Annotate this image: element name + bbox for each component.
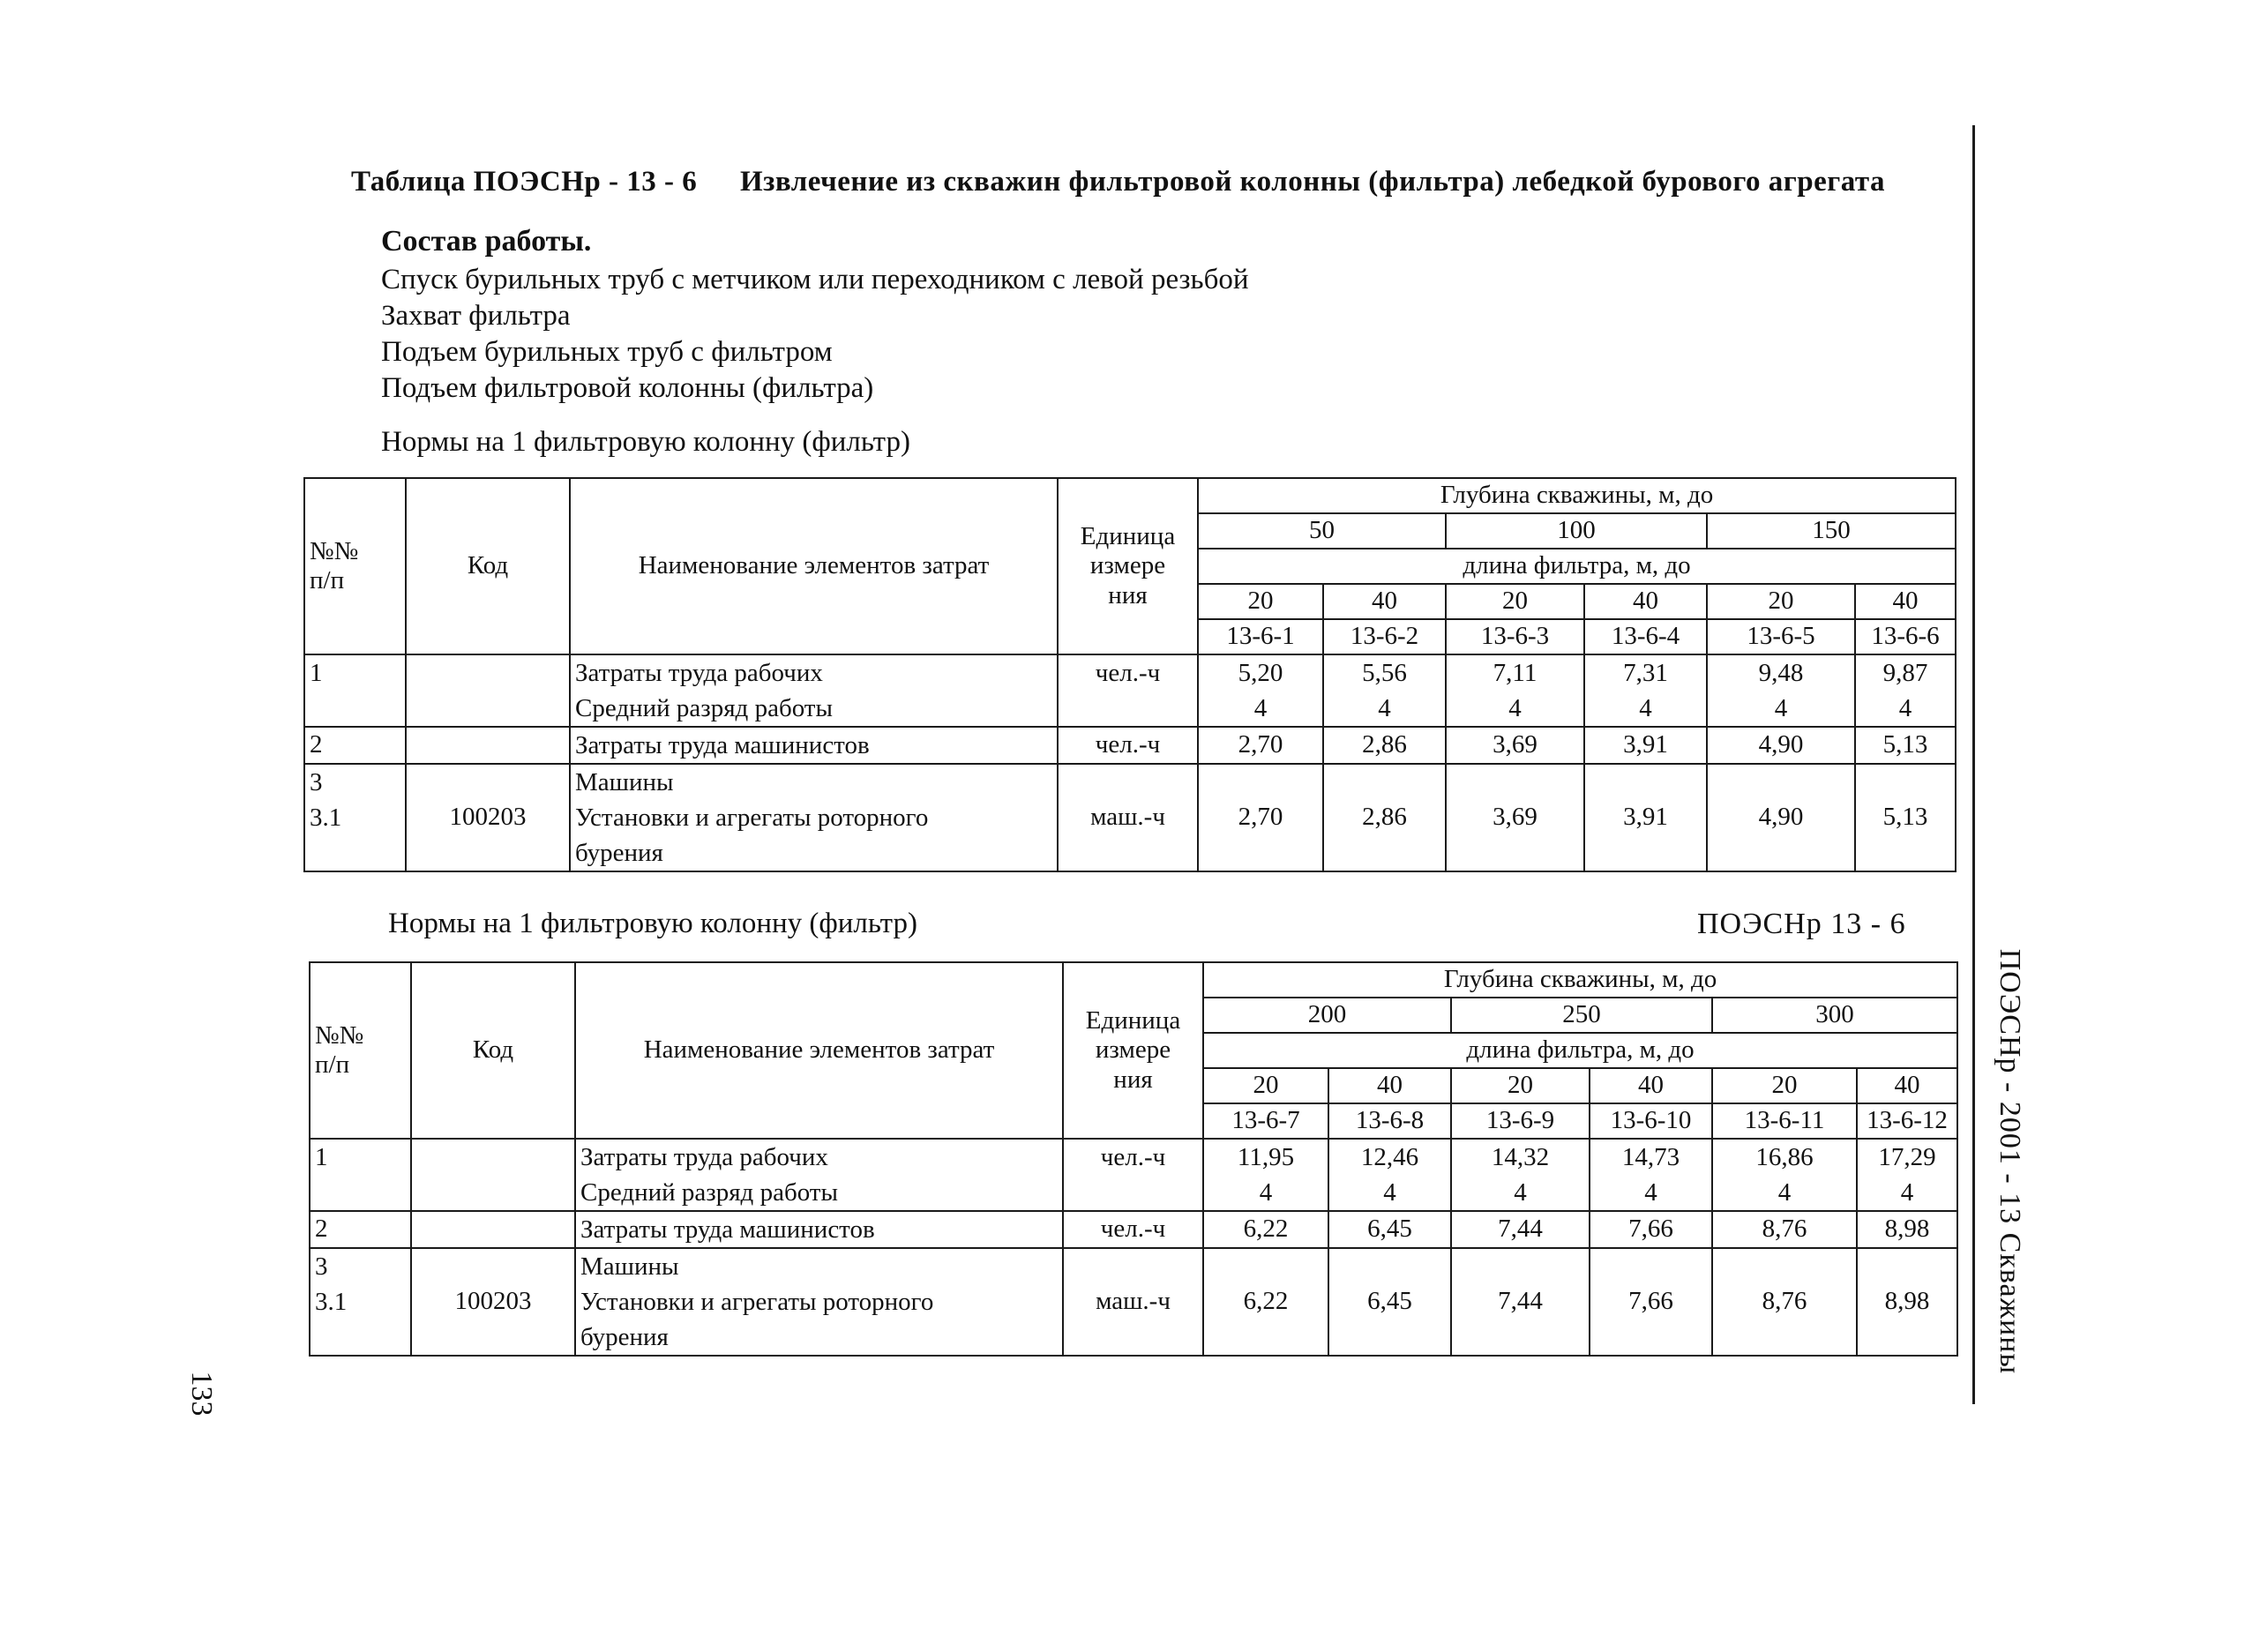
- row-name: Затраты труда рабочих Средний разряд работы: [570, 654, 1058, 727]
- depth-value: 250: [1451, 998, 1712, 1033]
- norm-code: 13-6-5: [1707, 619, 1855, 654]
- row-num: 1: [310, 1139, 411, 1211]
- row-value: 7,66: [1590, 1248, 1712, 1356]
- row-value: 7,31 4: [1584, 654, 1707, 727]
- work-step: Спуск бурильных труб с метчиком или переходником с левой резьбой: [381, 264, 1249, 295]
- row-unit: чел.-ч: [1063, 1139, 1203, 1211]
- row-unit: маш.-ч: [1058, 764, 1198, 871]
- norm-code: 13-6-1: [1198, 619, 1323, 654]
- length-value: 20: [1446, 584, 1584, 619]
- row-name: Затраты труда рабочих Средний разряд работы: [575, 1139, 1063, 1211]
- work-composition-heading: Состав работы.: [381, 225, 592, 258]
- row-value: 3,91: [1584, 764, 1707, 871]
- row-value: 5,13: [1855, 764, 1956, 871]
- table-row: [310, 1139, 1957, 1211]
- row-name: Затраты труда машинистов: [575, 1211, 1063, 1248]
- table-heading: Извлечение из скважин фильтровой колонны (фильтра) лебедкой бурового агрегата: [739, 166, 1886, 198]
- row-code: [406, 727, 570, 764]
- row-value: 4,90: [1707, 727, 1855, 764]
- row-value: 7,66: [1590, 1211, 1712, 1248]
- table-row: [310, 1248, 1957, 1356]
- depth-value: 150: [1707, 513, 1956, 549]
- work-step: Захват фильтра: [381, 300, 571, 332]
- norm-code: 13-6-12: [1857, 1103, 1957, 1139]
- row-value: 3,91: [1584, 727, 1707, 764]
- row-value: 3,69: [1446, 727, 1584, 764]
- row-value: 12,46 4: [1328, 1139, 1451, 1211]
- table-row: [304, 654, 1956, 727]
- row-value: 11,95 4: [1203, 1139, 1328, 1211]
- row-value: 6,22: [1203, 1248, 1328, 1356]
- row-value: 7,44: [1451, 1211, 1590, 1248]
- row-value: 7,11 4: [1446, 654, 1584, 727]
- row-num: 2: [310, 1211, 411, 1248]
- row-num: 1: [304, 654, 406, 727]
- length-value: 20: [1451, 1068, 1590, 1103]
- row-value: 8,76: [1712, 1211, 1857, 1248]
- table-row: [310, 1211, 1957, 1248]
- norm-code: 13-6-10: [1590, 1103, 1712, 1139]
- row-code: 100203: [406, 764, 570, 871]
- length-value: 20: [1707, 584, 1855, 619]
- row-name: Затраты труда машинистов: [570, 727, 1058, 764]
- row-unit: чел.-ч: [1058, 654, 1198, 727]
- header-name: Наименование элементов затрат: [570, 478, 1058, 654]
- row-name: Машины Установки и агрегаты роторного бурения: [570, 764, 1058, 871]
- row-value: 2,70: [1198, 764, 1323, 871]
- row-value: 16,86 4: [1712, 1139, 1857, 1211]
- work-step: Подъем бурильных труб с фильтром: [381, 336, 833, 368]
- norms-table-2: [309, 961, 1958, 1357]
- header-depth: Глубина скважины, м, до: [1203, 962, 1957, 998]
- length-value: 20: [1198, 584, 1323, 619]
- norms-caption-1: Нормы на 1 фильтровую колонну (фильтр): [381, 426, 910, 458]
- norm-code: 13-6-9: [1451, 1103, 1590, 1139]
- row-value: 9,48 4: [1707, 654, 1855, 727]
- length-value: 40: [1855, 584, 1956, 619]
- norm-code: 13-6-6: [1855, 619, 1956, 654]
- header-code: Код: [411, 962, 575, 1139]
- depth-value: 200: [1203, 998, 1451, 1033]
- row-value: 8,76: [1712, 1248, 1857, 1356]
- table-row: [304, 764, 1956, 871]
- header-unit: Единица измере ния: [1063, 962, 1203, 1139]
- norm-code: 13-6-11: [1712, 1103, 1857, 1139]
- work-step: Подъем фильтровой колонны (фильтра): [381, 372, 874, 404]
- header-filter-length: длина фильтра, м, до: [1203, 1033, 1957, 1068]
- page-number: 133: [185, 1371, 218, 1417]
- row-value: 5,13: [1855, 727, 1956, 764]
- row-value: 2,86: [1323, 764, 1446, 871]
- norm-code: 13-6-3: [1446, 619, 1584, 654]
- norms-caption-2: Нормы на 1 фильтровую колонну (фильтр): [388, 908, 917, 939]
- header-num: №№ п/п: [310, 962, 411, 1139]
- depth-value: 50: [1198, 513, 1446, 549]
- row-value: 4,90: [1707, 764, 1855, 871]
- norm-code: 13-6-2: [1323, 619, 1446, 654]
- row-value: 8,98: [1857, 1248, 1957, 1356]
- row-unit: чел.-ч: [1063, 1211, 1203, 1248]
- header-code: Код: [406, 478, 570, 654]
- row-value: 8,98: [1857, 1211, 1957, 1248]
- row-value: 2,86: [1323, 727, 1446, 764]
- row-num: 3 3.1: [304, 764, 406, 871]
- norm-code: 13-6-7: [1203, 1103, 1328, 1139]
- row-code: [411, 1139, 575, 1211]
- row-value: 17,29 4: [1857, 1139, 1957, 1211]
- table-title: [351, 166, 1885, 198]
- side-running-title: ПОЭСНр - 2001 - 13 Скважины: [1994, 948, 2026, 1375]
- row-value: 9,87 4: [1855, 654, 1956, 727]
- depth-value: 100: [1446, 513, 1707, 549]
- row-unit: чел.-ч: [1058, 727, 1198, 764]
- length-value: 20: [1712, 1068, 1857, 1103]
- row-num: 2: [304, 727, 406, 764]
- row-value: 6,45: [1328, 1248, 1451, 1356]
- header-unit: Единица измере ния: [1058, 478, 1198, 654]
- norms-table-1: [303, 477, 1956, 872]
- table-label: Таблица ПОЭСНр - 13 - 6: [351, 166, 698, 198]
- header-name: Наименование элементов затрат: [575, 962, 1063, 1139]
- row-unit: маш.-ч: [1063, 1248, 1203, 1356]
- row-value: 3,69: [1446, 764, 1584, 871]
- row-value: 5,20 4: [1198, 654, 1323, 727]
- row-value: 7,44: [1451, 1248, 1590, 1356]
- header-depth: Глубина скважины, м, до: [1198, 478, 1956, 513]
- length-value: 40: [1323, 584, 1446, 619]
- length-value: 40: [1328, 1068, 1451, 1103]
- length-value: 40: [1857, 1068, 1957, 1103]
- table-row: [304, 727, 1956, 764]
- row-code: 100203: [411, 1248, 575, 1356]
- depth-value: 300: [1712, 998, 1957, 1033]
- length-value: 20: [1203, 1068, 1328, 1103]
- norm-code: 13-6-4: [1584, 619, 1707, 654]
- row-code: [411, 1211, 575, 1248]
- length-value: 40: [1584, 584, 1707, 619]
- row-value: 14,73 4: [1590, 1139, 1712, 1211]
- row-num: 3 3.1: [310, 1248, 411, 1356]
- work-steps-list: [381, 262, 1249, 407]
- row-value: 6,45: [1328, 1211, 1451, 1248]
- row-value: 14,32 4: [1451, 1139, 1590, 1211]
- norm-code: 13-6-8: [1328, 1103, 1451, 1139]
- row-code: [406, 654, 570, 727]
- row-value: 6,22: [1203, 1211, 1328, 1248]
- header-filter-length: длина фильтра, м, до: [1198, 549, 1956, 584]
- row-value: 2,70: [1198, 727, 1323, 764]
- length-value: 40: [1590, 1068, 1712, 1103]
- row-value: 5,56 4: [1323, 654, 1446, 727]
- row-name: Машины Установки и агрегаты роторного бурения: [575, 1248, 1063, 1356]
- header-num: №№ п/п: [304, 478, 406, 654]
- norms-code-ref: ПОЭСНр 13 - 6: [1697, 908, 1906, 940]
